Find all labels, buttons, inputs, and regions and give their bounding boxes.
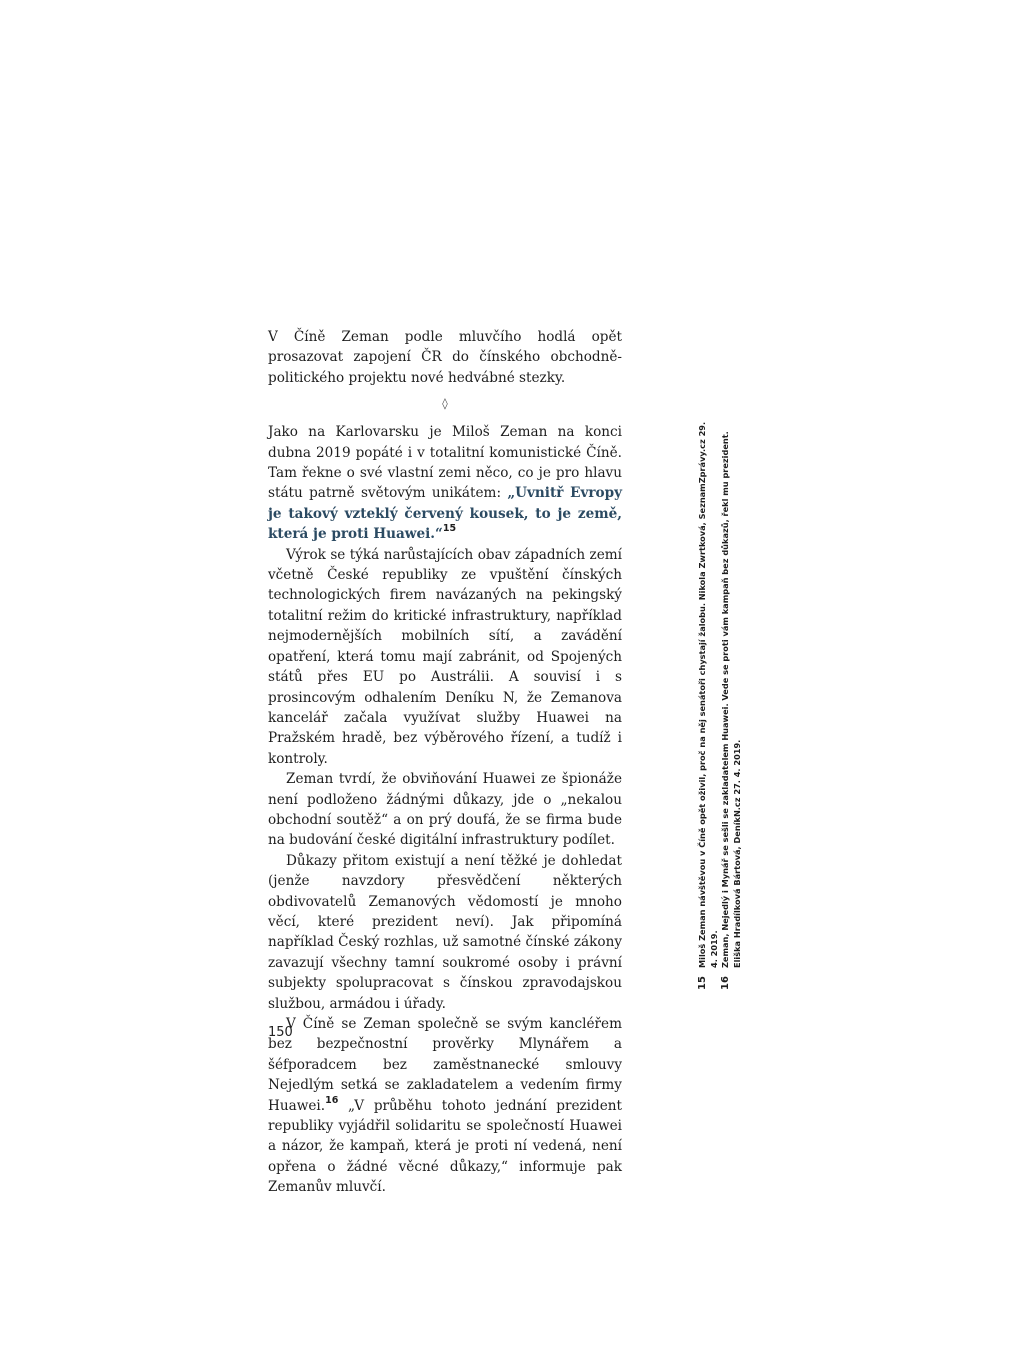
main-text-column	[268, 327, 622, 1198]
paragraph-6-lead: V Číně se Zeman společně se svým kancléřem bez bezpečnostní prověrky Mlynářem a šéfporadcem bez zaměstnanecké smlouvy Nejedlým setká se zakladatelem a vedením firmy Huawei.	[268, 1016, 622, 1114]
footnote-ref-15[interactable]: 15	[442, 523, 457, 535]
paragraph-3: Výrok se týká narůstajících obav západních zemí včetně České republiky ze vpuštění čínských technologických firem navázaných na pekingský totalitní režim do kritické infrastruktury, například nejmodernějších mobilních sítí, a zavádění opatření, která tomu mají zabránit, od Spojených států přes EU po Austrálii. A souvisí i s prosincovým odhalením Deníku N, že Zemanova kancelář začala využívat služby Huawei na Pražském hradě, bez výběrového řízení, a tudíž i kontroly.	[268, 546, 622, 767]
footnote-16	[720, 420, 743, 990]
footnote-15	[697, 420, 720, 990]
footnote-number: 16	[720, 976, 731, 990]
paragraph-6	[268, 1014, 622, 1198]
page-number: 150	[268, 1025, 293, 1040]
footnotes-column	[697, 420, 743, 990]
footnote-ref-16[interactable]: 16	[325, 1094, 339, 1106]
section-divider-icon: ◊	[442, 397, 448, 411]
paragraph-2-lead: Jako na Karlovarsku je Miloš Zeman na konci dubna 2019 popáté i v totalitní komunistické Číně. Tam řekne o své vlastní zemi něco, co je pro hlavu státu patrně světovým unikátem:	[268, 424, 622, 502]
paragraph-2	[268, 422, 622, 544]
zeman-quote: „Uvnitř Evropy je takový vzteklý červený kousek, to je země, která je proti Huawei.“	[268, 485, 622, 543]
footnote-text: Zeman, Nejedlý i Mynář se sešli se zakladatelem Huawei. Vede se proti vám kampaň bez důkazů, řekl mu prezident. Eliška Hradílková Bártová, DeníkN.cz 27. 4. 2019.	[720, 431, 742, 968]
paragraph-6-tail: „V průběhu tohoto jednání prezident republiky vyjádřil solidaritu se společností Huawei a názor, že kampaň, která je proti ní vedená, není opřena o žádné věcné důkazy,“ informuje pak Zemanův mluvčí.	[268, 1097, 622, 1196]
paragraph-1: V Číně Zeman podle mluvčího hodlá opět prosazovat zapojení ČR do čínského obchodně-politického projektu nové hedvábné stezky.	[268, 329, 622, 386]
footnote-number: 15	[697, 976, 708, 990]
footnote-text: Miloš Zeman návštěvou v Číně opět oživil, proč na něj senátoři chystají žalobu. Nikola Zwrtková, SeznamZprávy.cz 29. 4. 2019.	[697, 421, 719, 968]
paragraph-4: Zeman tvrdí, že obviňování Huawei ze špionáže není podloženo žádnými důkazy, jde o „nekalou obchodní soutěž“ a on prý doufá, že se firma bude na budování české digitální infrastruktury podílet.	[268, 771, 622, 849]
paragraph-5: Důkazy přitom existují a není těžké je dohledat (jenže navzdory přesvědčení některých obdivovatelů Zemanových vědomostí je mnoho věcí, které prezident neví). Jak připomíná například Český rozhlas, už samotné čínské zákony zavazují všechny tamní soukromé osoby i právní subjekty spolupracovat s čínskou zpravodajskou službou, armádou i úřady.	[268, 852, 622, 1012]
